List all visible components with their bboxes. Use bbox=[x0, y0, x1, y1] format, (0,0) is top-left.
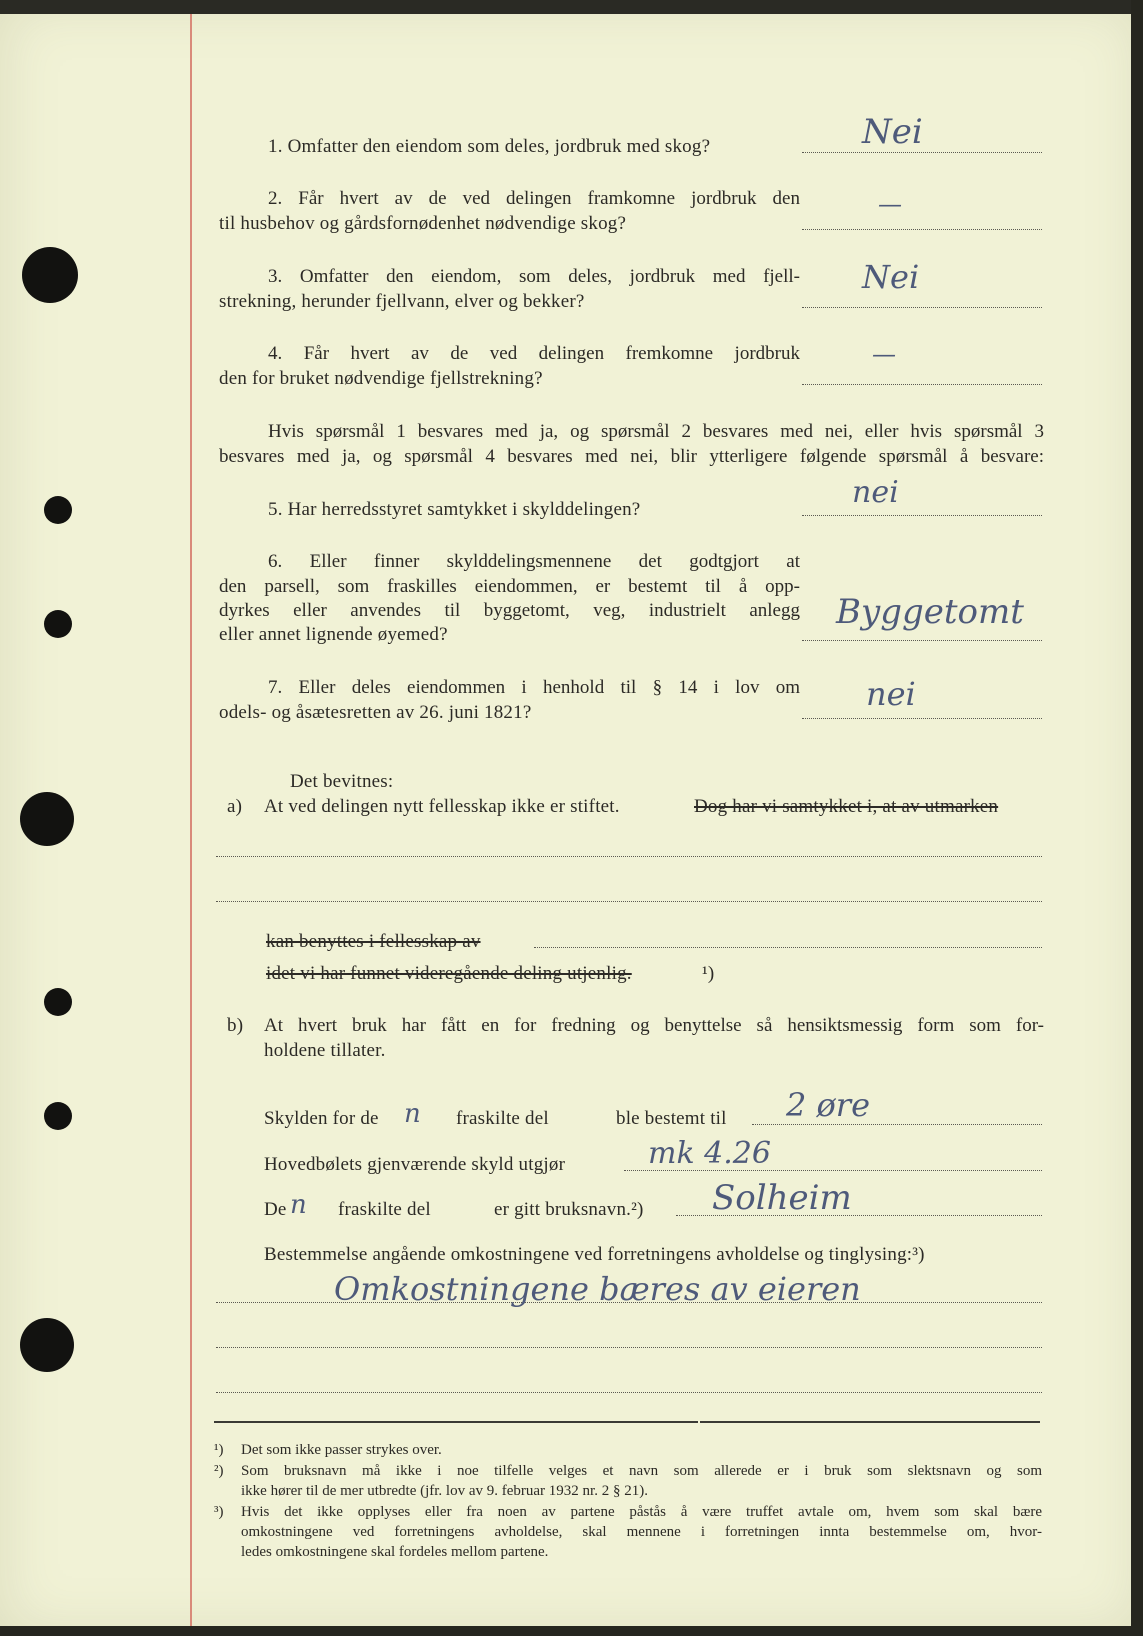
question-6-line-2: den parsell, som fraskilles eiendommen, er bestemt til å opp- bbox=[219, 576, 800, 597]
answer-6-handwritten: Byggetomt bbox=[836, 592, 1024, 632]
struck-line-1: kan benyttes i fellesskap av bbox=[266, 931, 481, 952]
answer-line-2 bbox=[802, 229, 1042, 230]
omkostning-line-3 bbox=[216, 1392, 1042, 1393]
scan-edge-top bbox=[0, 0, 1143, 14]
omkostning-label: Bestemmelse angående omkostningene ved forretningens avholdelse og tinglysing:³) bbox=[264, 1244, 925, 1265]
attestation-b-label: b) bbox=[227, 1015, 244, 1036]
omkostning-answer-handwritten: Omkostningene bæres av eieren bbox=[334, 1270, 861, 1308]
scan-edge-right bbox=[1131, 0, 1143, 1636]
footnote-2-mark: ²) bbox=[214, 1463, 224, 1479]
scan-edge-bottom bbox=[0, 1626, 1143, 1636]
skyld-handwritten-n: n bbox=[404, 1099, 421, 1129]
struck-line-2: idet vi har funnet videregående deling utjenlig. bbox=[266, 963, 632, 984]
question-1-text: 1. Omfatter den eiendom som deles, jordbruk med skog? bbox=[268, 136, 711, 157]
blank-line-1 bbox=[216, 856, 1042, 857]
omkostning-line-2 bbox=[216, 1347, 1042, 1348]
condition-line-1: Hvis spørsmål 1 besvares med ja, og spørsmål 2 besvares med nei, eller hvis spørsmål 3 bbox=[268, 421, 1044, 442]
question-2-line-1: 2. Får hvert av de ved delingen framkomne jordbruk den bbox=[268, 188, 800, 209]
bruksnavn-answer-handwritten: Solheim bbox=[712, 1178, 852, 1218]
bruksnavn-label-prefix: De bbox=[264, 1199, 287, 1220]
question-2-line-2: til husbehov og gårdsfornødenhet nødvendige skog? bbox=[219, 213, 627, 234]
footnote-separator-right bbox=[700, 1421, 1040, 1423]
answer-5-handwritten: nei bbox=[852, 475, 899, 510]
question-7-line-1: 7. Eller deles eiendommen i henhold til § 14 i lov om bbox=[268, 677, 800, 698]
question-3-line-2: strekning, herunder fjellvann, elver og bekker? bbox=[219, 291, 585, 312]
footnote-3-line-2: omkostningene ved forretningens avholdelse, skal mennene i forretningen innta bestemmelse om, hvor- bbox=[241, 1524, 1042, 1540]
margin-line bbox=[190, 14, 192, 1626]
answer-line-3 bbox=[802, 307, 1042, 308]
punch-hole bbox=[44, 496, 72, 524]
answer-line-6 bbox=[802, 640, 1042, 641]
punch-hole bbox=[44, 988, 72, 1016]
footnote-3-line-1: Hvis det ikke opplyses eller fra noen av partene påstås å være truffet avtale om, hvem som skal bære bbox=[241, 1504, 1042, 1520]
punch-hole bbox=[20, 1318, 74, 1372]
footnote-1-text: Det som ikke passer strykes over. bbox=[241, 1442, 442, 1458]
bruksnavn-handwritten-n: n bbox=[290, 1190, 307, 1220]
attestation-a-label: a) bbox=[227, 796, 243, 817]
question-6-line-1: 6. Eller finner skylddelingsmennene det godtgjort at bbox=[268, 551, 800, 572]
attestation-b-line-1: At hvert bruk har fått en for fredning og benyttelse så hensiktsmessig form som for- bbox=[264, 1015, 1044, 1036]
answer-3-handwritten: Nei bbox=[862, 258, 920, 296]
skyld-answer-handwritten: 2 øre bbox=[786, 1086, 871, 1124]
attestation-a-text: At ved delingen nytt fellesskap ikke er stiftet. bbox=[264, 796, 620, 817]
bruksnavn-label-suffix: er gitt bruksnavn.²) bbox=[494, 1199, 644, 1220]
question-4-line-1: 4. Får hvert av de ved delingen fremkomne jordbruk bbox=[268, 343, 800, 364]
skyld-label-prefix: Skylden for de bbox=[264, 1108, 379, 1129]
footnote-3-line-3: ledes omkostningene skal fordeles mellom partene. bbox=[241, 1544, 549, 1560]
answer-line-7 bbox=[802, 718, 1042, 719]
punch-hole bbox=[44, 610, 72, 638]
question-3-line-1: 3. Omfatter den eiendom, som deles, jordbruk med fjell- bbox=[268, 266, 800, 287]
answer-4-handwritten: — bbox=[872, 340, 896, 368]
skyld-label-suffix: ble bestemt til bbox=[616, 1108, 727, 1129]
question-5-text: 5. Har herredsstyret samtykket i skylddelingen? bbox=[268, 499, 641, 520]
footnote-1-mark: ¹) bbox=[214, 1442, 224, 1458]
answer-2-handwritten: — bbox=[878, 190, 902, 218]
footnote-2-line-2: ikke hører til de mer utbredte (jfr. lov av 9. februar 1932 nr. 2 § 21). bbox=[241, 1483, 648, 1499]
answer-1-handwritten: Nei bbox=[862, 112, 923, 152]
attestation-b-line-2: holdene tillater. bbox=[264, 1040, 386, 1061]
answer-7-handwritten: nei bbox=[866, 675, 916, 713]
bruksnavn-label-mid: fraskilte del bbox=[338, 1199, 431, 1220]
skyld-answer-line bbox=[752, 1124, 1042, 1125]
blank-line-2 bbox=[216, 901, 1042, 902]
attestation-heading: Det bevitnes: bbox=[290, 771, 394, 792]
struck-line-2-footnote-ref: ¹) bbox=[702, 963, 715, 984]
punch-hole bbox=[22, 247, 78, 303]
blank-line-3 bbox=[534, 947, 1042, 948]
hovedbol-answer-handwritten: mk 4.26 bbox=[648, 1136, 771, 1171]
question-7-line-2: odels- og åsætesretten av 26. juni 1821? bbox=[219, 702, 532, 723]
answer-line-4 bbox=[802, 384, 1042, 385]
question-4-line-2: den for bruket nødvendige fjellstrekning? bbox=[219, 368, 543, 389]
footnote-2-line-1: Som bruksnavn må ikke i noe tilfelle velges et navn som allerede er i bruk som slektsnavn og som bbox=[241, 1463, 1042, 1479]
question-6-line-4: eller annet lignende øyemed? bbox=[219, 624, 448, 645]
skyld-label-mid: fraskilte del bbox=[456, 1108, 549, 1129]
condition-line-2: besvares med ja, og spørsmål 4 besvares med nei, blir ytterligere følgende spørsmål å besvare: bbox=[219, 446, 1044, 467]
question-6-line-3: dyrkes eller anvendes til byggetomt, veg, industrielt anlegg bbox=[219, 600, 800, 621]
answer-line-5 bbox=[802, 515, 1042, 516]
answer-line-1 bbox=[802, 152, 1042, 153]
hovedbol-label: Hovedbølets gjenværende skyld utgjør bbox=[264, 1154, 566, 1175]
footnote-3-mark: ³) bbox=[214, 1504, 224, 1520]
attestation-a-struck: Dog har vi samtykket i, at av utmarken bbox=[694, 796, 999, 817]
punch-hole bbox=[44, 1102, 72, 1130]
footnote-separator-left bbox=[214, 1421, 698, 1423]
punch-hole bbox=[20, 792, 74, 846]
